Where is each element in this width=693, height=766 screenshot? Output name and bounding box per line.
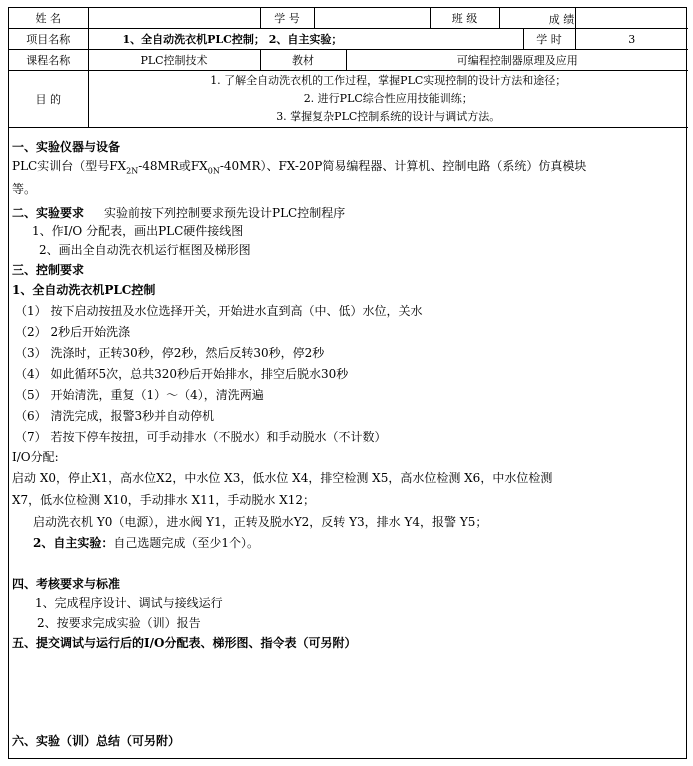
name-label: 姓 名 bbox=[9, 8, 88, 29]
control-step: （1） 按下启动按扭及水位选择开关，开始进水直到高（中、低）水位，关水 bbox=[15, 304, 423, 318]
io-title: I/O分配: bbox=[12, 450, 59, 464]
section-6-title: 六、实验（训）总结（可另附） bbox=[12, 734, 181, 748]
score-label-cell bbox=[548, 8, 688, 29]
project-label: 项目名称 bbox=[9, 29, 88, 50]
section-5-title: 五、提交调试与运行后的I/O分配表、梯形图、指令表（可另附） bbox=[12, 636, 357, 650]
control-step: （3） 洗涤时，正转30秒，停2秒，然后反转30秒，停2秒 bbox=[15, 346, 325, 360]
equipment-sub-2: 0N bbox=[207, 166, 220, 176]
control-step: （2） 2秒后开始洗涤 bbox=[15, 325, 131, 339]
purpose-item: 3. 掌握复杂PLC控制系统的设计与调试方法。 bbox=[276, 110, 501, 123]
requirement-item: 2、画出全自动洗衣机运行框图及梯形图 bbox=[39, 243, 251, 257]
control-step: （4） 如此循环5次，总共320秒后开始排水，排空后脱水30秒 bbox=[15, 367, 349, 381]
section-2-note: 实验前按下列控制要求预先设计PLC控制程序 bbox=[104, 206, 346, 220]
io-line: 启动 X0，停止X1，高水位X2，中水位 X3，低水位 X4，排空检测 X5，高水位检测 X6，中水位检测 bbox=[12, 471, 553, 485]
io-line: 启动洗衣机 Y0（电源），进水阀 Y1，正转及脱水Y2，反转 Y3，排水 Y4，报警 Y5； bbox=[33, 515, 488, 529]
section-2-title-line bbox=[12, 204, 345, 221]
purpose-item: 1. 了解全自动洗衣机的工作过程，掌握PLC实现控制的设计方法和途径； bbox=[210, 74, 567, 87]
control-step: （7） 若按下停车按扭，可手动排水（不脱水）和手动脱水（不计数） bbox=[15, 430, 387, 444]
subsection-3-1-title: 1、全自动洗衣机PLC控制 bbox=[12, 283, 156, 297]
score-label: 成 绩 bbox=[548, 13, 575, 26]
header-table bbox=[9, 8, 688, 128]
assessment-item: 2、按要求完成实验（训）报告 bbox=[37, 616, 201, 630]
equipment-text-b: -48MR或FX bbox=[138, 159, 208, 173]
section-3-title: 三、控制要求 bbox=[12, 263, 85, 277]
io-line: X7，低水位检测 X10，手动排水 X11，手动脱水 X12； bbox=[12, 493, 316, 507]
hours-label: 学 时 bbox=[523, 29, 575, 50]
textbook-label: 教材 bbox=[260, 50, 346, 71]
project-title: 1、全自动洗衣机PLC控制； 2、自主实验； bbox=[88, 29, 523, 50]
equipment-line bbox=[12, 157, 586, 175]
subsection-3-2-title: 2、自主实验： bbox=[33, 536, 114, 550]
control-step: （5） 开始清洗，重复（1）～（4），清洗两遍 bbox=[15, 388, 264, 402]
student-id-value[interactable] bbox=[314, 8, 430, 29]
assessment-item: 1、完成程序设计、调试与接线运行 bbox=[35, 596, 223, 610]
subsection-3-2-text: 自己选题完成（至少1个）。 bbox=[113, 536, 259, 550]
purpose-label: 目 的 bbox=[9, 71, 88, 128]
purpose-item: 2. 进行PLC综合性应用技能训练； bbox=[303, 92, 473, 105]
requirement-item: 1、作I/O 分配表，画出PLC硬件接线图 bbox=[32, 224, 244, 238]
section-1-title: 一、实验仪器与设备 bbox=[12, 140, 121, 154]
equipment-text-c: -40MR）、FX-20P简易编程器、计算机、控制电路（系统）仿真模块 bbox=[219, 159, 587, 173]
class-label: 班 级 bbox=[430, 8, 499, 29]
equipment-sub-1: 2N bbox=[126, 166, 139, 176]
equipment-text-a: PLC实训台（型号FX bbox=[12, 159, 127, 173]
subsection-3-2 bbox=[33, 534, 259, 551]
section-4-title: 四、考核要求与标准 bbox=[12, 577, 121, 591]
section-2-title: 二、实验要求 bbox=[12, 206, 85, 220]
equipment-line-2: 等。 bbox=[12, 182, 37, 196]
course-value: PLC控制技术 bbox=[88, 50, 260, 71]
textbook-value: 可编程控制器原理及应用 bbox=[346, 50, 688, 71]
lab-report-sheet bbox=[8, 7, 687, 759]
hours-value: 3 bbox=[575, 29, 688, 50]
name-value[interactable] bbox=[88, 8, 260, 29]
control-step: （6） 清洗完成，报警3秒并自动停机 bbox=[15, 409, 215, 423]
course-label: 课程名称 bbox=[9, 50, 88, 71]
student-id-label: 学 号 bbox=[260, 8, 314, 29]
purpose-list bbox=[88, 71, 688, 128]
